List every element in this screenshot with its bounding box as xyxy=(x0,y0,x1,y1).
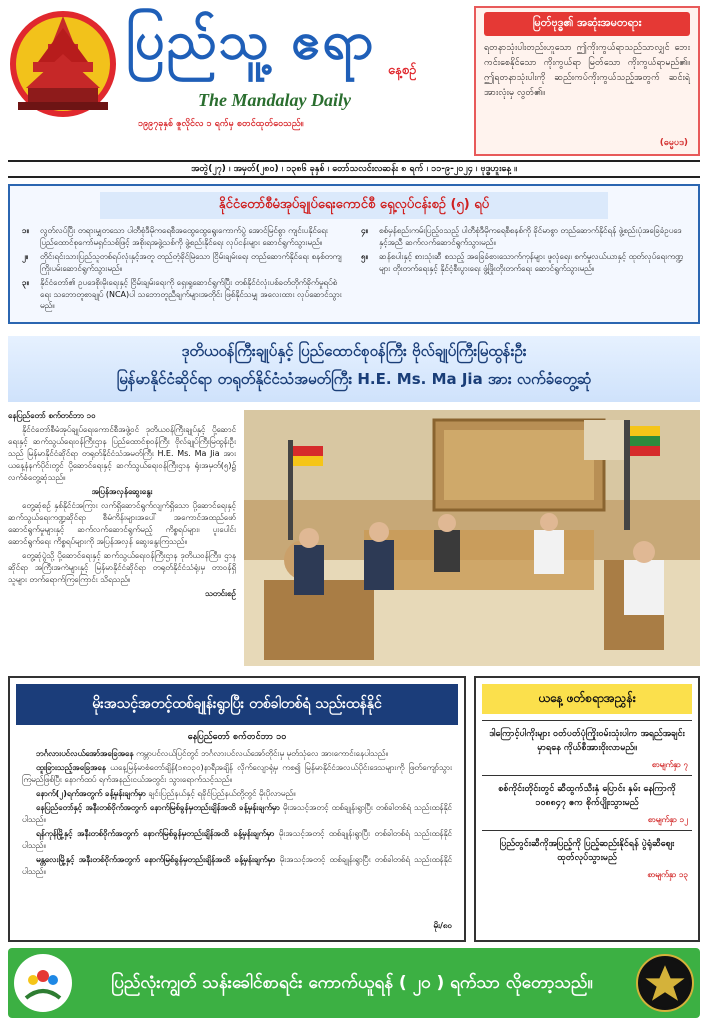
weather-item xyxy=(22,828,452,852)
weather-box xyxy=(8,676,466,942)
contents-box xyxy=(474,676,700,942)
main-story-sign: သတင်းစဉ် xyxy=(205,589,236,598)
main-story-paragraph: တွေ့ဆုံပွဲသို့ ပို့ဆောင်ရေးနှင့် ဆက်သွယ်ရေးဝန်ကြီးဌာန ဒုတိယဝန်ကြီး၊ ဌာနဆိုင်ရာ အကြီးအကဲများနှင့် မြန်မာနိုင်ငံဆိုင်ရာ တရုတ်နိုင်ငံသံရုံးမှ တာဝန်ရှိသူများ တက်ရောက်ကြကြောင်း သိရသည်။ xyxy=(8,551,236,584)
census-logo-icon xyxy=(14,954,72,1012)
weather-item-lead: ရန်ကုန်မြို့နှင့် အနီးတစ်ဝိုက်အတွက် နောက်မြစ်ခွန်မှတည်းချိန်အထိ ခန့်မှန်းချက်မှာ xyxy=(36,829,275,838)
contents-item-text: ပြည်တွင်းဆီကိုအပြည့်ကို ပြည့်ဆည်းနိုင်ရန် ပွဲရုံဆီဈေး ထုတ်လုပ်သွားမည် xyxy=(499,839,675,863)
weather-item-text: ကမ္ဘာပင်လယ်ပြင်တွင် ဘင်္ဂလားပင်လယ်အော်တိုင်းမှ မုတ်သုံလေ အားကောင်းနေပါသည်။ xyxy=(136,749,388,758)
issue-dateline: အတွဲ(၂၇) ၊ အမှတ်(၂၈၀) ၊ ၁၃၈၆ ခုနှစ် ၊ တော်သလင်းလဆန်း ၈ ရက် ၊ ၁၁-၉-၂၀၂၄ ၊ ဗုဒ္ဓဟူးနေ့ ။ xyxy=(8,160,700,178)
weather-item-text: မိုးအသင့်အတင့် ထစ်ချုန်းရွာပြီး တစ်ခါတစ်ရံ သည်းထန်နိုင်ပါသည်။ xyxy=(22,829,452,850)
main-story-body xyxy=(8,410,236,668)
agenda-item xyxy=(361,225,686,248)
main-story-paragraph: တွေ့ဆုံစဉ် နှစ်နိုင်ငံအကြား လက်ရှိဆောင်ရွက်လျက်ရှိသော ပို့ဆောင်ရေးနှင့် ဆက်သွယ်ရေးကဏ္ဍဆိုင်ရာ စီမံကိန်းများအပေါ် အကောင်အထည်ဖော်ဆောင်ရွက်မှုများနှင့် ဆက်လက်ဆောင်ရွက်မည့် ကိစ္စရပ်များ၊ ပူးပေါင်းဆောင်ရွက်ရေး ကိစ္စရပ်များကို အပြန်အလှန် ဆွေးနွေးကြသည်။ xyxy=(8,501,236,546)
agenda-item-number: ၁။ xyxy=(22,226,29,235)
agenda-item xyxy=(22,225,347,248)
quote-title: မြတ်ဗုဒ္ဓ၏ အဆုံးအမတရား xyxy=(484,12,690,36)
masthead-title: ပြည်သူ့ ဧရာ xyxy=(126,10,376,71)
masthead-english-name: The Mandalay Daily xyxy=(198,90,351,110)
agenda-item-number: ၄။ xyxy=(361,226,368,235)
contents-title: ယနေ့ ဖတ်စရာအညွှန်း xyxy=(482,684,692,714)
weather-item-text: ချင်းပြည်နယ်နှင့် ရခိုင်ပြည်နယ်တို့တွင် မိုးပိုလာမည်။ xyxy=(148,789,296,798)
weather-sign: မိုး/၈၀ xyxy=(433,921,452,930)
main-story-headline xyxy=(8,336,700,402)
agenda-item-number: ၂။ xyxy=(22,252,29,261)
agenda-item-number: ၅။ xyxy=(361,252,368,261)
agenda-list xyxy=(10,219,698,321)
weather-item-lead: နောက်(၂)ရက်အတွက် ခန့်မှန်းချက်မှာ xyxy=(36,789,146,798)
agenda-box xyxy=(8,184,700,324)
weather-item xyxy=(22,762,452,786)
main-headline-line-1: ဒုတိယဝန်ကြီးချုပ်နှင့် ပြည်ထောင်စုဝန်ကြီး ဗိုလ်ချုပ်ကြီးမြထွန်းဦး xyxy=(181,342,527,360)
weather-item-lead: ထူးခြားသည့်အခြေအနေ xyxy=(36,763,106,772)
buddha-teaching-box xyxy=(474,6,700,156)
weather-item-text: မိုးအသင့်အတင့် ထစ်ချုန်းရွာပြီး တစ်ခါတစ်ရံ သည်းထန်နိုင်ပါသည်။ xyxy=(22,855,453,876)
weather-dateline: နေပြည်တော် စက်တင်ဘာ ၁၀ xyxy=(187,732,287,742)
weather-item xyxy=(22,748,452,760)
contents-item[interactable] xyxy=(482,720,692,775)
weather-item xyxy=(22,788,452,800)
agenda-item-text: တိုင်းရင်းသားပြည်သူတစ်ရပ်လုံးနှင့်အတူ တည်တံ့ခိုင်မြဲသော ငြိမ်းချမ်းရေး တည်ဆောက်နိုင်ရေး စနစ်တကျ ကြိုးပမ်းဆောင်ရွက်သွားမည်။ xyxy=(40,252,342,273)
weather-item-text: မိုးအသင့်အတင့် ထစ်ချုန်းရွာပြီး တစ်ခါတစ်ရံ သည်းထန်နိုင်ပါသည်။ xyxy=(22,803,452,824)
masthead xyxy=(8,4,460,154)
contents-item-text: ဒါကြောင့်ပါကိုးများ ဝတ်ပတ်ပုံကြိုးဝမ်းသုံးပါက အရည်အချင်းမှာရနေ ကိုယ်စီအားဝိုးလာမည်။ xyxy=(489,729,685,753)
main-story-subhead: အပြန်အလှန်ဆွေးနွေး xyxy=(91,487,153,496)
weather-item-lead: ဘင်္ဂလားပင်လယ်အော်အခြေအနေ xyxy=(36,749,134,758)
agenda-headline: နိုင်ငံတော်စီမံအုပ်ချုပ်ရေးကောင်စီ ရှေ့လုပ်ငန်းစဉ် (၅) ရပ် xyxy=(100,192,608,219)
weather-item-lead: မန္တလေးမြို့နှင့် အနီးတစ်ဝိုက်အတွက် နောက်မြစ်ခွန်မှတည်းချိန်အထိ ခန့်မှန်းချက်မှာ xyxy=(36,855,276,864)
agenda-item-text: ဆန်စပါးနှင့် စားသုံးဆီ စသည့် အခြေခံစားသောက်ကုန်များ ဖူလုံရေး၊ စက်မှုလယ်ယာနှင့် ထုတ်လုပ်ရေးကဏ္ဍများ တိုးတက်ရေးနှင့် နိုင်ငံ့စီးပွားရေး ဖွံ့ဖြိုးတိုးတက်ရေး ဆောင်ရွက်သွားမည်။ xyxy=(379,252,684,273)
agenda-item xyxy=(22,251,347,274)
agenda-item xyxy=(361,251,686,274)
masthead-edition: နေ့စဉ် xyxy=(388,63,417,78)
contents-item-page: စာမျက်နှာ ၁၂ xyxy=(647,815,688,824)
meeting-photo xyxy=(244,410,700,666)
census-countdown-text: ပြည်လုံးကျွတ် သန်းခေါင်စာရင်း ကောက်ယူရန် ( ၂၀ ) ရက်သာ လိုတော့သည်။ xyxy=(111,973,593,993)
agenda-item-number: ၃။ xyxy=(22,278,29,287)
census-banner xyxy=(8,948,700,1018)
contents-item-page: စာမျက်နှာ ၇ xyxy=(651,760,688,769)
weather-item xyxy=(22,802,452,826)
weather-headline: မိုးအသင့်အတင့်ထစ်ချုန်းရွာပြီး တစ်ခါတစ်ရံ သည်းထန်နိုင် xyxy=(16,684,458,725)
weather-item xyxy=(22,854,452,878)
main-headline-line-2: မြန်မာနိုင်ငံဆိုင်ရာ တရုတ်နိုင်ငံသံအမတ်ကြီး H.E. Ms. Ma Jia အား လက်ခံတွေ့ဆုံ xyxy=(116,370,592,388)
contents-item-text: စစ်ကိုင်းတိုင်းတွင် ဆီထွက်သီးနှံ ပြောင်း နှမ်း နေကြာကို ၁၀၈၈၄၇ ဧက စိုက်ပျိုးသွားမည် xyxy=(498,784,676,808)
agenda-item xyxy=(22,277,347,312)
immigration-emblem-icon xyxy=(636,954,694,1012)
agenda-item-text: လွတ်လပ်ပြီး တရားမျှတသော ပါတီစုံဒီမိုကရေစီအထွေထွေရွေးကောက်ပွဲ အောင်မြင်စွာ ကျင်းပနိုင်ရေး ပြည်ထောင်စုကော်မရှင်သစ်ဖြင့် အစိုးရအဖွဲ့သစ်ကို ဖွဲ့စည်းနိုင်ရေး လုပ်ငန်းများ ဆောင်ရွက်သွားမည်။ xyxy=(40,226,328,247)
agenda-item-text: စစ်မှန်စည်းကမ်းပြည့်ဝသည့် ပါတီစုံဒီမိုကရေစီစနစ်ကို ခိုင်မာစွာ တည်ဆောက်နိုင်ရန် ဖွဲ့စည်းပုံအခြေခံဥပဒေနှင့်အညီ ဆက်လက်ဆောင်ရွက်သွားမည်။ xyxy=(379,226,682,247)
quote-body: ရတနာသုံးပါးတည်းဟူသော ဤကိုးကွယ်ရာသည်သာလျှင် ဘေးကင်းစေနိုင်သော ကိုးကွယ်ရာ မြတ်သော ကိုးကွယ်ရာမည်၏။ ဤရတနာသုံးပါးကို ဆည်းကပ်ကိုးကွယ်သည့်အတွက် ဆင်းရဲအားလုံးမှ လွတ်၏။ xyxy=(484,43,690,98)
weather-item-text: ယနေ့မြန်မာစံတော်ချိန်(၁၈၁၃၀)နာရီအချိန် လိုက်လျောရုံမှ ကစ၍ မြန်မာနိုင်ငံအလယ်ပိုင်းဒေသများကို ဖြတ်ကျော်သွားကြမည်ဖြစ်ပြီး နောက်ထပ် ရက်အနည်းငယ်အတွင်း သွားရောက်သင့်သည်။ xyxy=(22,763,452,784)
weather-list xyxy=(10,748,464,878)
pagoda-emblem-icon xyxy=(8,4,118,124)
main-story-dateline: နေပြည်တော် စက်တင်ဘာ ၁၀ xyxy=(8,411,96,420)
agenda-item-text: နိုင်ငံတော်၏ ဥပဒေစိုးမိုးရေးနှင့် ငြိမ်းချမ်းရေးကို ရှေးရှုဆောင်ရွက်ပြီး တစ်နိုင်ငံလုံးပစ်ခတ်တိုက်ခိုက်မှုရပ်စဲရေး သဘောတူစာချုပ် (NCA)ပါ သဘောတူညီချက်များအတိုင်း ဖြစ်နိုင်သမျှ အလေးထား လုပ်ဆောင်သွားမည်။ xyxy=(40,278,342,310)
quote-source: (ဓမ္မပဒ) xyxy=(659,138,688,148)
weather-item-lead: နေပြည်တော်နှင့် အနီးတစ်ဝိုက်အတွက် နောက်မြစ်ခွန်မှတည်းချိန်အထိ ခန့်မှန်းချက်မှာ xyxy=(36,803,280,812)
contents-item[interactable] xyxy=(482,775,692,830)
main-story-paragraph: နိုင်ငံတော်စီမံအုပ်ချုပ်ရေးကောင်စီအဖွဲ့ဝင် ဒုတိယဝန်ကြီးချုပ်နှင့် ပို့ဆောင်ရေးနှင့် ဆက်သွယ်ရေးဝန်ကြီးဌာန ပြည်ထောင်စုဝန်ကြီး ဗိုလ်ချုပ်ကြီးမြထွန်းဦးသည် မြန်မာနိုင်ငံဆိုင်ရာ တရုတ်နိုင်ငံသံအမတ်ကြီး H.E. Ms. Ma Jia အား ယနေ့နံနက်ပိုင်းတွင် ပို့ဆောင်ရေးနှင့် ဆက်သွယ်ရေးဝန်ကြီးဌာန ရုံးအမှတ်(၅)၌ လက်ခံတွေ့ဆုံသည်။ xyxy=(8,425,236,482)
contents-item-page: စာမျက်နှာ ၁၃ xyxy=(647,870,688,879)
contents-item[interactable] xyxy=(482,830,692,885)
masthead-motto: ၁၉၉၇ခုနှစ် ဇူလိုင်လ ၁ ရက်မှ စတင်ထုတ်ဝေသည်။ xyxy=(138,119,304,129)
